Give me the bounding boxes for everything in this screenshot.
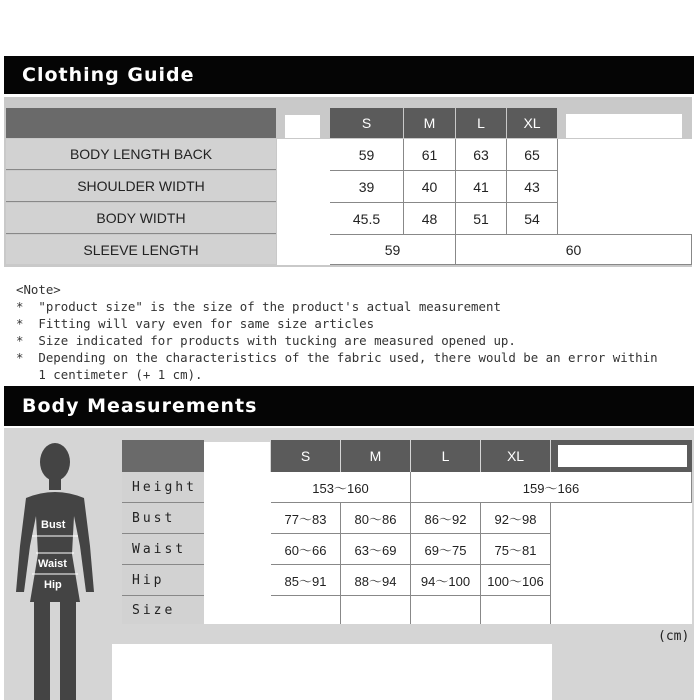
- table-cell: [271, 596, 341, 624]
- table-cell: 85～91: [271, 565, 341, 596]
- table-cell: 63: [456, 139, 507, 171]
- row-label-bust: Bust: [122, 503, 204, 534]
- size-header-m: M: [404, 108, 455, 138]
- spacer-column: [204, 472, 271, 624]
- row-label-shoulder-width: SHOULDER WIDTH: [6, 171, 276, 202]
- figure-label-hip: Hip: [44, 579, 62, 591]
- size-header-s: S: [271, 440, 340, 472]
- header-spacer: [204, 442, 270, 472]
- body-measurements-title: Body Measurements: [22, 395, 258, 417]
- table-corner: [6, 108, 276, 138]
- notes-section: [16, 281, 658, 383]
- table-corner: [122, 440, 204, 472]
- table-cell: 159～166: [411, 472, 692, 503]
- table-cell: [411, 596, 481, 624]
- note-item: Size indicated for products with tucking are measured opened up.: [38, 333, 516, 348]
- body-measurements-header: [4, 386, 694, 426]
- size-header-l: L: [456, 108, 506, 138]
- table-cell: 60: [456, 235, 692, 265]
- blank-column: [558, 139, 692, 235]
- notes-title: <Note>: [16, 282, 61, 297]
- table-cell: 80～86: [341, 503, 411, 534]
- table-cell: 100～106: [481, 565, 551, 596]
- figure-label-waist: Waist: [38, 558, 67, 570]
- row-label-body-width: BODY WIDTH: [6, 203, 276, 234]
- table-cell: 60～66: [271, 534, 341, 565]
- table-cell: 92～98: [481, 503, 551, 534]
- bullet: *: [16, 333, 39, 348]
- row-label-size: Size: [122, 596, 204, 624]
- note-item: Fitting will vary even for same size articles: [38, 316, 375, 331]
- table-cell: 54: [507, 203, 558, 235]
- bullet: *: [16, 299, 39, 314]
- figure-label-bust: Bust: [41, 519, 66, 531]
- table-cell: 51: [456, 203, 507, 235]
- table-cell: [481, 596, 551, 624]
- bullet: [16, 367, 38, 382]
- table-cell: 59: [330, 139, 404, 171]
- row-label-waist: Waist: [122, 534, 204, 565]
- table-cell: 48: [404, 203, 456, 235]
- clothing-guide-title: Clothing Guide: [22, 64, 195, 86]
- table-cell: 40: [404, 171, 456, 203]
- row-label-height: Height: [122, 472, 204, 503]
- table-cell: 88～94: [341, 565, 411, 596]
- blank-column: [551, 503, 692, 624]
- note-item: "product size" is the size of the product's actual measurement: [38, 299, 501, 314]
- table-cell: 75～81: [481, 534, 551, 565]
- table-cell: 153～160: [271, 472, 411, 503]
- table-cell: 65: [507, 139, 558, 171]
- header-blank: [558, 445, 687, 467]
- table-cell: 63～69: [341, 534, 411, 565]
- size-header-xl: XL: [507, 108, 557, 138]
- header-blank: [566, 114, 682, 138]
- table-cell: 69～75: [411, 534, 481, 565]
- header-spacer: [285, 115, 320, 138]
- row-label-body-length: BODY LENGTH BACK: [6, 139, 276, 170]
- table-cell: 61: [404, 139, 456, 171]
- note-item: 1 centimeter (+ 1 cm).: [38, 367, 203, 382]
- spacer-column: [277, 139, 330, 265]
- row-label-sleeve-length: SLEEVE LENGTH: [6, 235, 276, 264]
- body-figure-icon: [0, 436, 110, 700]
- note-item: Depending on the characteristics of the fabric used, there would be an error within: [38, 350, 658, 365]
- table-cell: 45.5: [330, 203, 404, 235]
- size-header-xl: XL: [481, 440, 550, 472]
- table-cell: 86～92: [411, 503, 481, 534]
- size-header-s: S: [330, 108, 403, 138]
- table-cell: [341, 596, 411, 624]
- table-cell: 59: [330, 235, 456, 265]
- size-header-m: M: [341, 440, 410, 472]
- row-label-hip: Hip: [122, 565, 204, 596]
- table-cell: 94～100: [411, 565, 481, 596]
- table-cell: 43: [507, 171, 558, 203]
- table-cell: 39: [330, 171, 404, 203]
- clothing-guide-header: [4, 56, 694, 94]
- blank-area: [112, 644, 552, 700]
- table-cell: 41: [456, 171, 507, 203]
- bullet: *: [16, 316, 39, 331]
- bullet: *: [16, 350, 39, 365]
- size-header-l: L: [411, 440, 480, 472]
- unit-label: (cm): [658, 629, 690, 644]
- table-cell: 77～83: [271, 503, 341, 534]
